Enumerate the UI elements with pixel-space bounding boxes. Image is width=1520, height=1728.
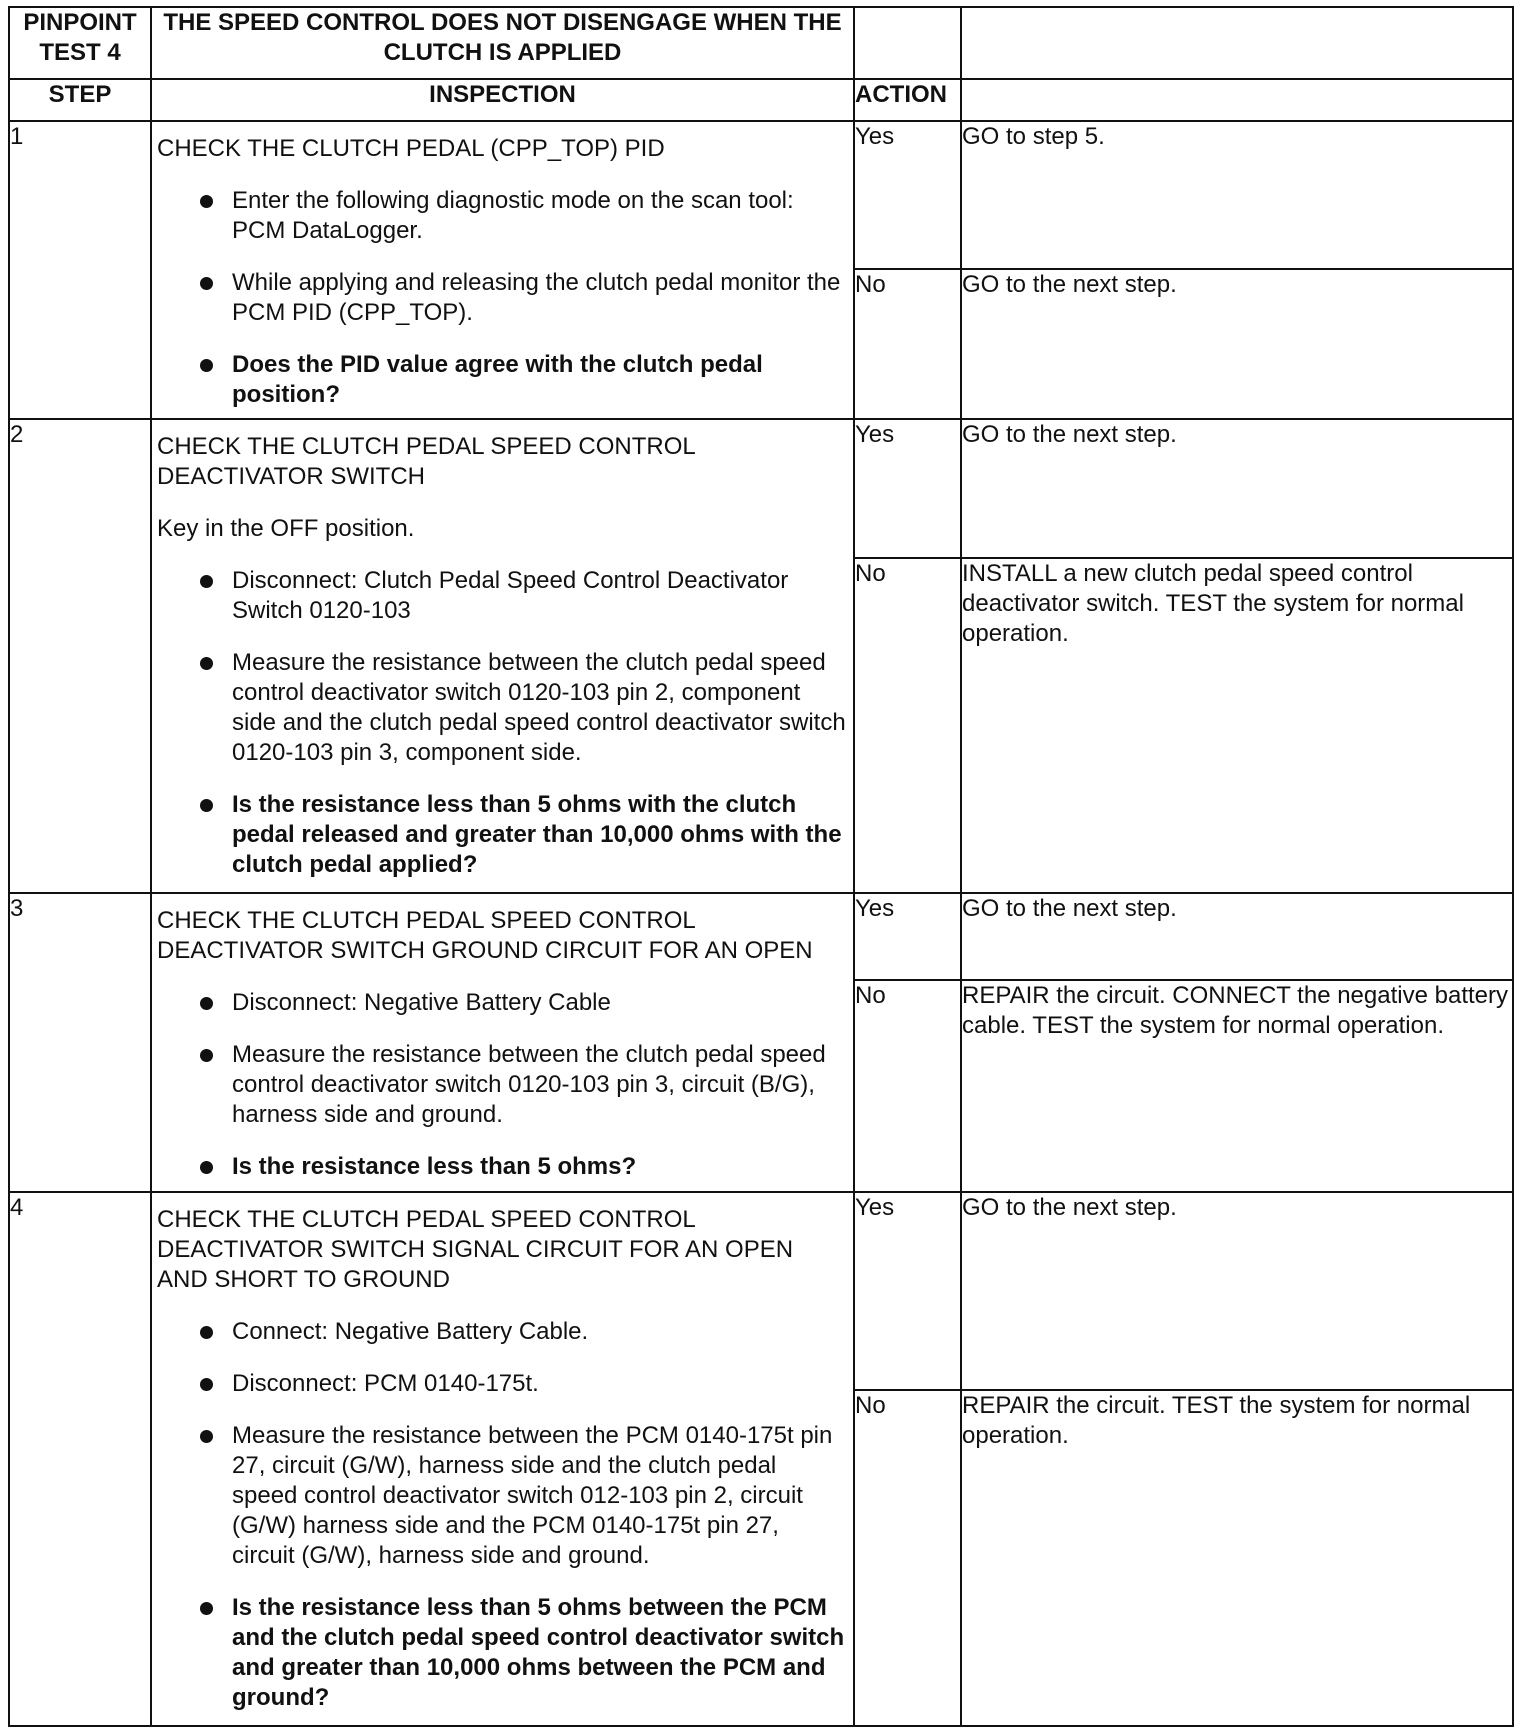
pinpoint-test-table [8,6,1514,1727]
no-result: INSTALL a new clutch pedal speed control deactivator switch. TEST the system for normal operation. [961,558,1513,893]
bullet-list [157,1317,847,1713]
yes-label: Yes [854,1192,961,1390]
bullet-icon [200,997,213,1010]
bullet-icon [200,657,213,670]
no-result: REPAIR the circuit. CONNECT the negative battery cable. TEST the system for normal operation. [961,980,1513,1192]
empty-header-cell [854,7,961,79]
no-label: No [854,980,961,1192]
step-question: Is the resistance less than 5 ohms with the clutch pedal released and greater than 10,000 ohms with the clutch pedal applied? [157,790,847,880]
yes-result: GO to the next step. [961,893,1513,980]
bullet-icon [200,1326,213,1339]
bullet-icon [200,195,213,208]
inspection-cell [151,1192,854,1726]
list-item: Measure the resistance between the clutch pedal speed control deactivator switch 0120-103 pin 3, circuit (B/G), harness side and ground. [157,1040,847,1130]
bullet-list [157,186,847,410]
bullet-icon [200,799,213,812]
bullet-icon [200,575,213,588]
bullet-icon [200,1378,213,1391]
step-number: 3 [9,893,151,1192]
bullet-list [157,566,847,880]
no-result: REPAIR the circuit. TEST the system for normal operation. [961,1390,1513,1726]
step-number: 2 [9,419,151,893]
inspection-column-header: INSPECTION [151,79,854,121]
step-title: CHECK THE CLUTCH PEDAL SPEED CONTROL DEACTIVATOR SWITCH GROUND CIRCUIT FOR AN OPEN [157,907,813,964]
yes-label: Yes [854,419,961,558]
step-number: 4 [9,1192,151,1726]
step-note: Key in the OFF position. [157,515,415,542]
step-title: CHECK THE CLUTCH PEDAL (CPP_TOP) PID [157,135,665,162]
inspection-cell [151,893,854,1192]
pinpoint-test-label: PINPOINT TEST 4 [9,7,151,79]
step-title: CHECK THE CLUTCH PEDAL SPEED CONTROL DEACTIVATOR SWITCH [157,433,695,490]
test-title: THE SPEED CONTROL DOES NOT DISENGAGE WHEN THE CLUTCH IS APPLIED [151,7,854,79]
yes-label: Yes [854,893,961,980]
list-item: Measure the resistance between the PCM 0140-175t pin 27, circuit (G/W), harness side and the clutch pedal speed control deactivator switch 012-103 pin 2, circuit (G/W) harness side and the PCM 0140-175t pin 27, circuit (G/W), harness side and ground. [157,1421,847,1571]
yes-label: Yes [854,121,961,269]
no-result: GO to the next step. [961,269,1513,419]
list-item: Connect: Negative Battery Cable. [157,1317,847,1347]
step-question: Is the resistance less than 5 ohms? [157,1152,847,1182]
empty-header-cell [961,7,1513,79]
step-title: CHECK THE CLUTCH PEDAL SPEED CONTROL DEACTIVATOR SWITCH SIGNAL CIRCUIT FOR AN OPEN AND SHORT TO GROUND [157,1206,794,1293]
bullet-icon [200,277,213,290]
no-label: No [854,558,961,893]
bullet-list [157,988,847,1182]
yes-result: GO to the next step. [961,419,1513,558]
step-number: 1 [9,121,151,419]
list-item: Disconnect: Negative Battery Cable [157,988,847,1018]
no-label: No [854,269,961,419]
bullet-icon [200,1602,213,1615]
inspection-cell [151,419,854,893]
list-item: Measure the resistance between the clutch pedal speed control deactivator switch 0120-103 pin 2, component side and the clutch pedal speed control deactivator switch 0120-103 pin 3, component side. [157,648,847,768]
step-question: Does the PID value agree with the clutch pedal position? [157,350,847,410]
bullet-icon [200,359,213,372]
no-label: No [854,1390,961,1726]
action-column-header: ACTION [854,79,961,121]
bullet-icon [200,1049,213,1062]
yes-result: GO to step 5. [961,121,1513,269]
empty-header-cell [961,79,1513,121]
list-item: Disconnect: Clutch Pedal Speed Control Deactivator Switch 0120-103 [157,566,847,626]
bullet-icon [200,1430,213,1443]
list-item: While applying and releasing the clutch pedal monitor the PCM PID (CPP_TOP). [157,268,847,328]
list-item: Enter the following diagnostic mode on the scan tool: PCM DataLogger. [157,186,847,246]
inspection-cell [151,121,854,419]
step-question: Is the resistance less than 5 ohms between the PCM and the clutch pedal speed control deactivator switch and greater than 10,000 ohms between the PCM and ground? [157,1593,847,1713]
yes-result: GO to the next step. [961,1192,1513,1390]
step-column-header: STEP [9,79,151,121]
bullet-icon [200,1161,213,1174]
list-item: Disconnect: PCM 0140-175t. [157,1369,847,1399]
